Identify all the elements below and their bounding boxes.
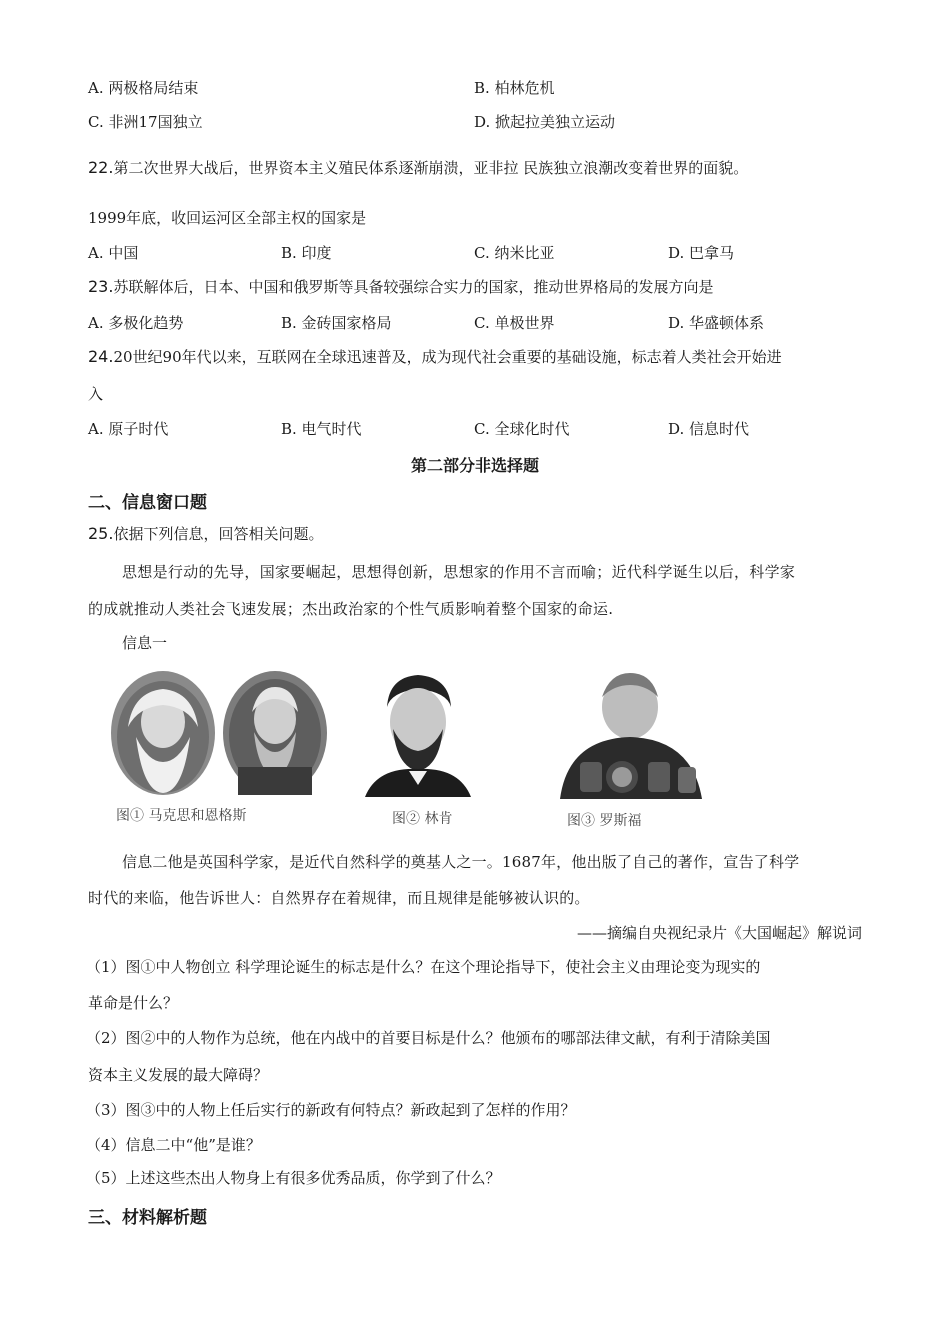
sub-question-4: （4）信息二中“他”是谁？ — [86, 1136, 261, 1154]
q24-stem-line1 — [88, 346, 782, 367]
q22-option-a: A. 中国 — [88, 244, 139, 262]
q23-option-b: B. 金砖国家格局 — [281, 314, 392, 332]
section-two-title: 二、信息窗口题 — [88, 493, 207, 513]
sub-question-2-line2: 资本主义发展的最大障碍？ — [88, 1066, 269, 1084]
sub-question-2-line1: （2）图②中的人物作为总统，他在内战中的首要目标是什么？他颁布的哪部法律文献，有利于清除美国 — [86, 1029, 771, 1047]
sub-question-3: （3）图③中的人物上任后实行的新政有何特点？新政起到了怎样的作用？ — [86, 1101, 576, 1119]
sub-question-5: （5）上述这些杰出人物身上有很多优秀品质，你学到了什么？ — [86, 1169, 501, 1187]
q25-intro-line1: 思想是行动的先导，国家要崛起，思想得创新，思想家的作用不言而喻；近代科学诞生以后，科学家 — [122, 563, 796, 581]
sub-question-1-line2: 革命是什么？ — [88, 994, 179, 1012]
q25-stem-text: 依据下列信息，回答相关问题。 — [113, 525, 324, 543]
q22-stem-text: 第二次世界大战后，世界资本主义殖民体系逐渐崩溃，亚非拉 民族独立浪潮改变着世界的面貌。 — [113, 159, 749, 177]
info-one-label: 信息一 — [122, 634, 168, 652]
q24-option-b: B. 电气时代 — [281, 420, 362, 438]
figure-lincoln — [357, 667, 479, 797]
q25-number: 25. — [88, 524, 114, 543]
q24-option-d: D. 信息时代 — [668, 420, 750, 438]
figure-marx-engels — [108, 667, 330, 797]
roosevelt-portrait-icon — [540, 667, 712, 799]
q22-stem-line1 — [88, 157, 748, 178]
q23-stem — [88, 276, 713, 297]
q23-option-a: A. 多极化趋势 — [88, 314, 184, 332]
q24-option-a: A. 原子时代 — [88, 420, 169, 438]
section-three-title: 三、材料解析题 — [88, 1208, 207, 1228]
q24-number: 24. — [88, 347, 114, 366]
q21-option-d: D. 掀起拉美独立运动 — [474, 113, 616, 131]
q21-option-c: C. 非洲17国独立 — [88, 113, 203, 131]
q22-number: 22. — [88, 158, 114, 177]
figure-roosevelt — [540, 667, 712, 799]
q21-option-a: A. 两极格局结束 — [88, 79, 199, 97]
figure-two-caption: 图② 林肯 — [392, 811, 453, 827]
q23-stem-text: 苏联解体后，日本、中国和俄罗斯等具备较强综合实力的国家，推动世界格局的发展方向是 — [113, 278, 714, 296]
q23-option-d: D. 华盛顿体系 — [668, 314, 765, 332]
q22-stem-line2: 1999年底，收回运河区全部主权的国家是 — [88, 209, 367, 227]
q24-option-c: C. 全球化时代 — [474, 420, 570, 438]
info-two-source: ——摘编自央视纪录片《大国崛起》解说词 — [576, 924, 862, 942]
figure-three-caption: 图③ 罗斯福 — [567, 813, 642, 829]
q22-option-b: B. 印度 — [281, 244, 332, 262]
part-two-title: 第二部分非选择题 — [410, 456, 539, 475]
info-two-line2: 时代的来临，他告诉世人：自然界存在着规律，而且规律是能够被认识的。 — [88, 889, 590, 907]
q23-number: 23. — [88, 277, 114, 296]
q22-option-d: D. 巴拿马 — [668, 244, 735, 262]
lincoln-portrait-icon — [357, 667, 479, 797]
q21-option-b: B. 柏林危机 — [474, 79, 555, 97]
q22-option-c: C. 纳米比亚 — [474, 244, 555, 262]
q24-stem-line2: 入 — [88, 385, 104, 403]
info-two-line1: 信息二他是英国科学家，是近代自然科学的奠基人之一。1687年，他出版了自己的著作，宣告了科学 — [122, 853, 800, 871]
sub-question-1-line1: （1）图①中人物创立 科学理论诞生的标志是什么？在这个理论指导下，使社会主义由理论变为现实的 — [86, 958, 761, 976]
q24-stem-text: 20世纪90年代以来，互联网在全球迅速普及，成为现代社会重要的基础设施，标志着人类社会开始进 — [113, 348, 782, 366]
marx-engels-portrait-icon — [108, 667, 330, 797]
q25-intro-line2: 的成就推动人类社会飞速发展；杰出政治家的个性气质影响着整个国家的命运. — [88, 600, 614, 618]
figure-one-caption: 图① 马克思和恩格斯 — [116, 808, 247, 824]
q25-stem — [88, 523, 323, 544]
q23-option-c: C. 单极世界 — [474, 314, 555, 332]
